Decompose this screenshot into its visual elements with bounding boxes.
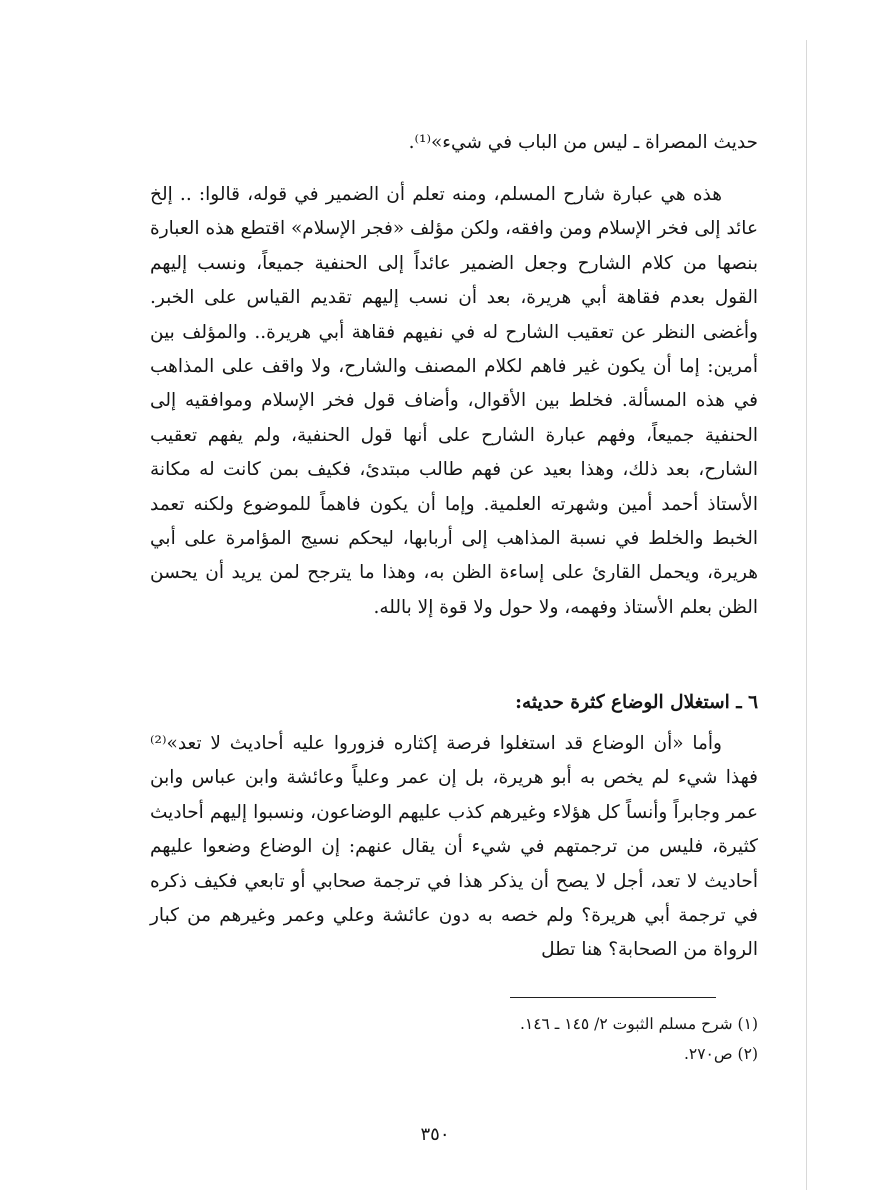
page-edge-line — [806, 40, 807, 1190]
opening-line-block — [150, 126, 758, 160]
body-paragraph-2: وأما «أن الوضاع قد استغلوا فرصة إكثاره فزوروا عليه أحاديث لا تعد»⁽²⁾ فهذا شيء لم يخص به أبو هريرة، بل إن عمر وعلياً وعائشة وابن عباس وابن عمر وجابراً وأنساً كل هؤلاء وغيرهم كذب عليهم الوضاعون، ونسبوا إليهم أحاديث كثيرة، فليس من ترجمتهم في شيء أن يقال عنهم: إن الوضاع وضعوا عليهم أحاديث لا تعد، أجل لا يصح أن يذكر هذا في ترجمة صحابي أو تابعي فكيف ذكره في ترجمة أبي هريرة؟ ولم خصه به دون عائشة وعلي وعمر وغيرهم من كبار الرواة من الصحابة؟ هنا تطل — [150, 733, 758, 961]
paragraph-block-1 — [150, 178, 758, 625]
section-heading-block — [150, 686, 758, 720]
paragraph-block-2 — [150, 727, 758, 968]
section-heading: ٦ ـ استغلال الوضاع كثرة حديثه: — [515, 692, 758, 713]
footnote-2: (٢) ص٢٧٠. — [683, 1045, 758, 1063]
footnote-1: (١) شرح مسلم الثبوت ٢/ ١٤٥ ـ ١٤٦. — [519, 1015, 758, 1033]
page-number: ٣٥٠ — [420, 1124, 450, 1145]
body-paragraph-1: هذه هي عبارة شارح المسلم، ومنه تعلم أن الضمير في قوله، قالوا: .. إلخ عائد إلى فخر الإسلام ومن وافقه، ولكن مؤلف «فجر الإسلام» اقتطع هذه العبارة بنصها من كلام الشارح وجعل الضمير عائداً إلى الحنفية جميعاً، ونسب إليهم القول بعدم فقاهة أبي هريرة، بعد أن نسب إليهم تقديم القياس على الخبر. وأغضى النظر عن تعقيب الشارح له في نفيهم فقاهة أبي هريرة.. والمؤلف بين أمرين: إما أن يكون غير فاهم لكلام المصنف والشارح، ولا واقف على المذاهب في هذه المسألة. فخلط بين الأقوال، وأضاف قول فخر الإسلام وموافقيه إلى الحنفية جميعاً، وفهم عبارة الشارح على أنها قول الحنفية، ولم يفهم تعقيب الشارح، بعد ذلك، وهذا بعيد عن فهم طالب مبتدئ، فكيف بمن كانت له مكانة الأستاذ أحمد أمين وشهرته العلمية. وإما أن يكون فاهماً للموضوع ولكنه تعمد الخبط والخلط في نسبة المذاهب إلى أربابها، ليحكم نسيج المؤامرة على أبي هريرة، ويحمل القارئ على إساءة الظن به، وهذا ما يترجح لمن يريد أن يحسن الظن بعلم الأستاذ وفهمه، ولا حول ولا قوة إلا بالله. — [150, 184, 758, 618]
opening-line: حديث المصراة ـ ليس من الباب في شيء»⁽¹⁾. — [408, 132, 758, 153]
footnote-divider — [510, 997, 716, 998]
